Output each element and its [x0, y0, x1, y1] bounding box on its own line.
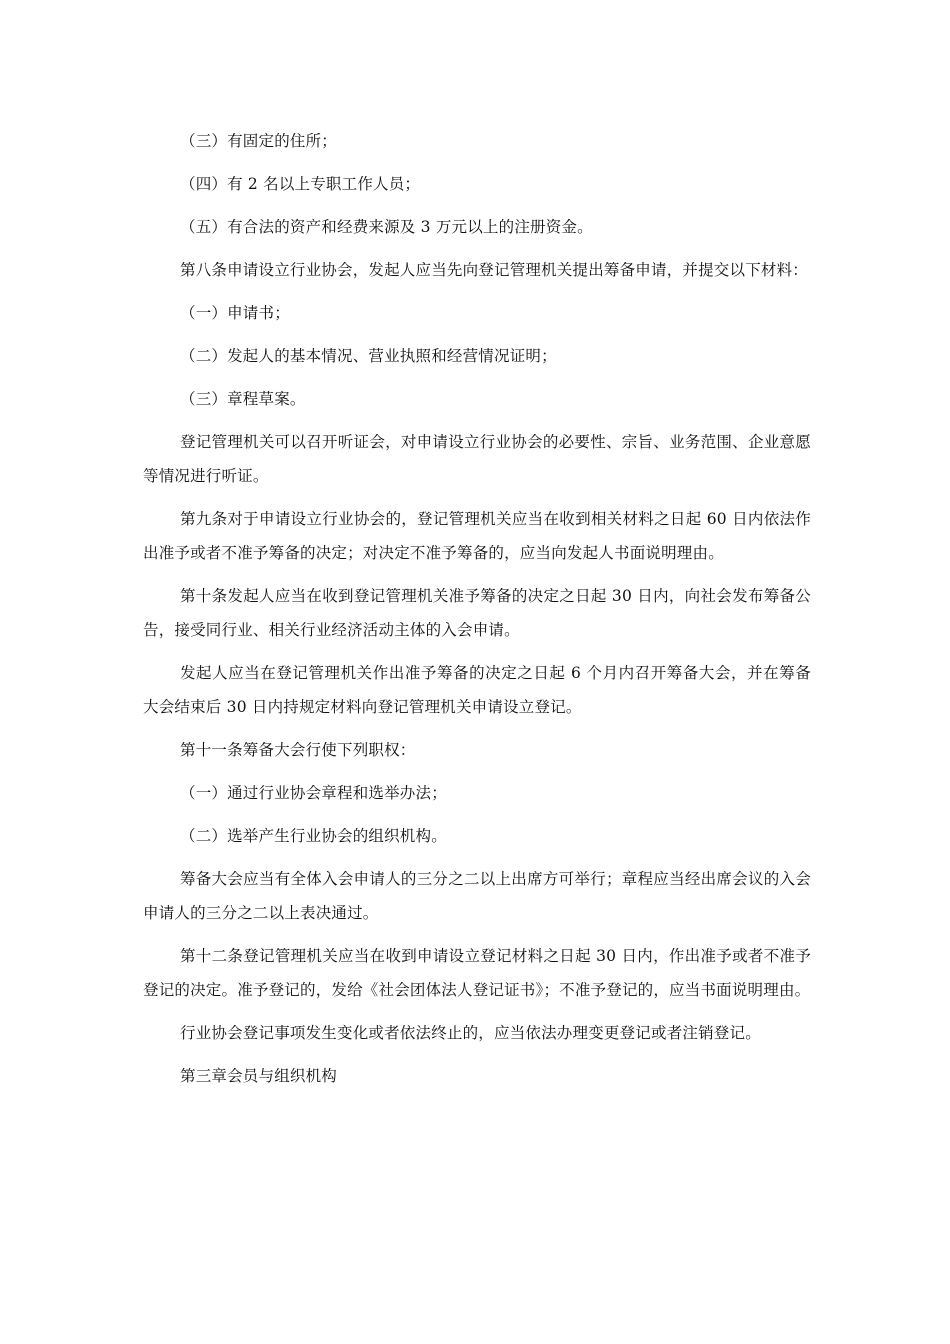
chapter-heading-3: 第三章会员与组织机构	[180, 1067, 338, 1085]
paragraph-article-9: 第九条对于申请设立行业协会的，登记管理机关应当在收到相关材料之日起 60 日内依法作出准予或者不准予筹备的决定；对决定不准予筹备的，应当向发起人书面说明理由。	[143, 510, 811, 562]
paragraph-article-12: 第十二条登记管理机关应当在收到申请设立登记材料之日起 30 日内，作出准予或者不准予登记的决定。准予登记的，发给《社会团体法人登记证书》；不准予登记的，应当书面说明理由。	[143, 947, 811, 999]
paragraph-article-8: 第八条申请设立行业协会，发起人应当先向登记管理机关提出筹备申请，并提交以下材料：	[180, 261, 809, 279]
paragraph-material-2-founder-info: （二）发起人的基本情况、营业执照和经营情况证明；	[180, 347, 557, 365]
paragraph-material-1-application: （一）申请书；	[180, 304, 290, 322]
paragraph-article-11: 第十一条筹备大会行使下列职权：	[180, 741, 416, 759]
paragraph-power-2-election: （二）选举产生行业协会的组织机构。	[180, 827, 447, 845]
paragraph-material-3-draft-charter: （三）章程草案。	[180, 390, 306, 408]
paragraph-item-4-full-time-staff: （四）有 2 名以上专职工作人员；	[180, 175, 421, 193]
paragraph-preparatory-meeting: 发起人应当在登记管理机关作出准予筹备的决定之日起 6 个月内召开筹备大会，并在筹备大会结束后 30 日内持规定材料向登记管理机关申请设立登记。	[143, 664, 811, 716]
document-body	[143, 124, 811, 1102]
paragraph-quorum: 筹备大会应当有全体入会申请人的三分之二以上出席方可举行；章程应当经出席会议的入会申请人的三分之二以上表决通过。	[143, 870, 811, 922]
paragraph-item-5-assets-funding: （五）有合法的资产和经费来源及 3 万元以上的注册资金。	[180, 218, 593, 236]
paragraph-hearing: 登记管理机关可以召开听证会，对申请设立行业协会的必要性、宗旨、业务范围、企业意愿等情况进行听证。	[143, 433, 811, 485]
paragraph-power-1-charter: （一）通过行业协会章程和选举办法；	[180, 784, 447, 802]
paragraph-change-registration: 行业协会登记事项发生变化或者依法终止的，应当依法办理变更登记或者注销登记。	[180, 1024, 761, 1042]
paragraph-article-10: 第十条发起人应当在收到登记管理机关准予筹备的决定之日起 30 日内，向社会发布筹备公告，接受同行业、相关行业经济活动主体的入会申请。	[143, 587, 811, 639]
paragraph-item-3-fixed-residence: （三）有固定的住所；	[180, 132, 338, 150]
